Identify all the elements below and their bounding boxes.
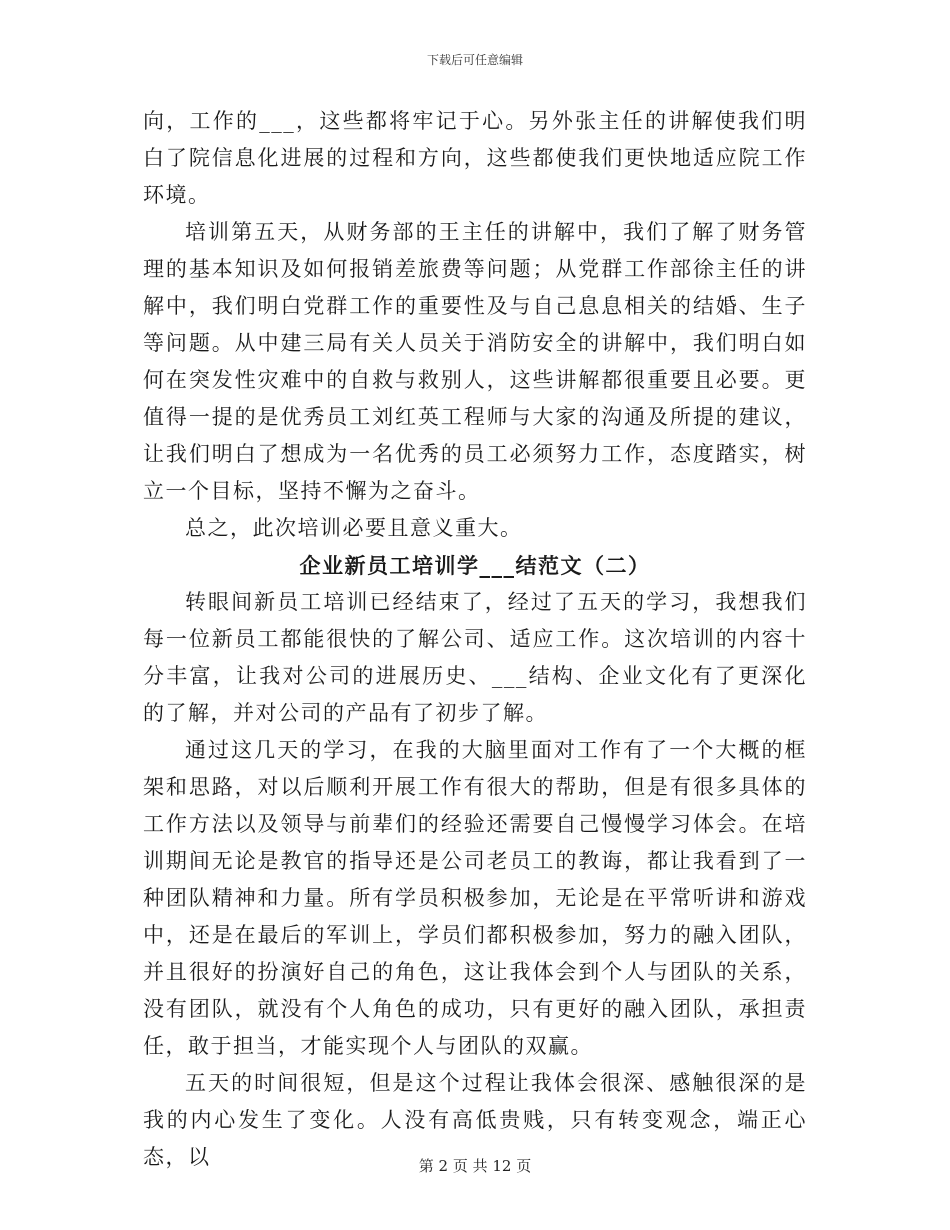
paragraph-summary: 总之，此次培训必要且意义重大。: [185, 516, 523, 540]
paragraph-intro: 转眼间新员工培训已经结束了，经过了五天的学习，我想我们每一位新员工都能很快的了解公司、适应工作。这次培训的内容十分丰富，让我对公司的进展历史、___结构、企业文化有了更深化的了解，并对公司的产品有了初步了解。: [143, 590, 807, 725]
page-header: 下载后可任意编辑: [426, 53, 523, 67]
document-body: [143, 103, 807, 1176]
paragraph-reflection: 五天的时间很短，但是这个过程让我体会很深、感触很深的是我的内心发生了变化。人没有高低贵贱，只有转变观念，端正心态，以: [143, 1071, 807, 1169]
paragraph-learning: 通过这几天的学习，在我的大脑里面对工作有了一个大概的框架和思路，对以后顺利开展工作有很大的帮助，但是有很多具体的工作方法以及领导与前辈们的经验还需要自己慢慢学习体会。在培训期间无论是教官的指导还是公司老员工的教诲，都让我看到了一种团队精神和力量。所有学员积极参加，无论是在平常听讲和游戏中，还是在最后的军训上，学员们都积极参加，努力的融入团队，并且很好的扮演好自己的角色，这让我体会到个人与团队的关系，没有团队，就没有个人角色的成功，只有更好的融入团队，承担责任，敢于担当，才能实现个人与团队的双赢。: [143, 738, 807, 1058]
paragraph-day-five: 培训第五天，从财务部的王主任的讲解中，我们了解了财务管理的基本知识及如何报销差旅费等问题；从党群工作部徐主任的讲解中，我们明白党群工作的重要性及与自己息息相关的结婚、生子等问题。从中建三局有关人员关于消防安全的讲解中，我们明白如何在突发性灾难中的自救与救别人，这些讲解都很重要且必要。更值得一提的是优秀员工刘红英工程师与大家的沟通及所提的建议，让我们明白了想成为一名优秀的员工必须努力工作，态度踏实，树立一个目标，坚持不懈为之奋斗。: [143, 220, 807, 503]
paragraph-continuation: 向，工作的___，这些都将牢记于心。另外张主任的讲解使我们明白了院信息化进展的过程和方向，这些都使我们更快地适应院工作环境。: [143, 109, 807, 207]
section-heading: 企业新员工培训学___结范文（二）: [299, 553, 651, 578]
page-number: 第 2 页 共 12 页: [418, 1157, 532, 1175]
